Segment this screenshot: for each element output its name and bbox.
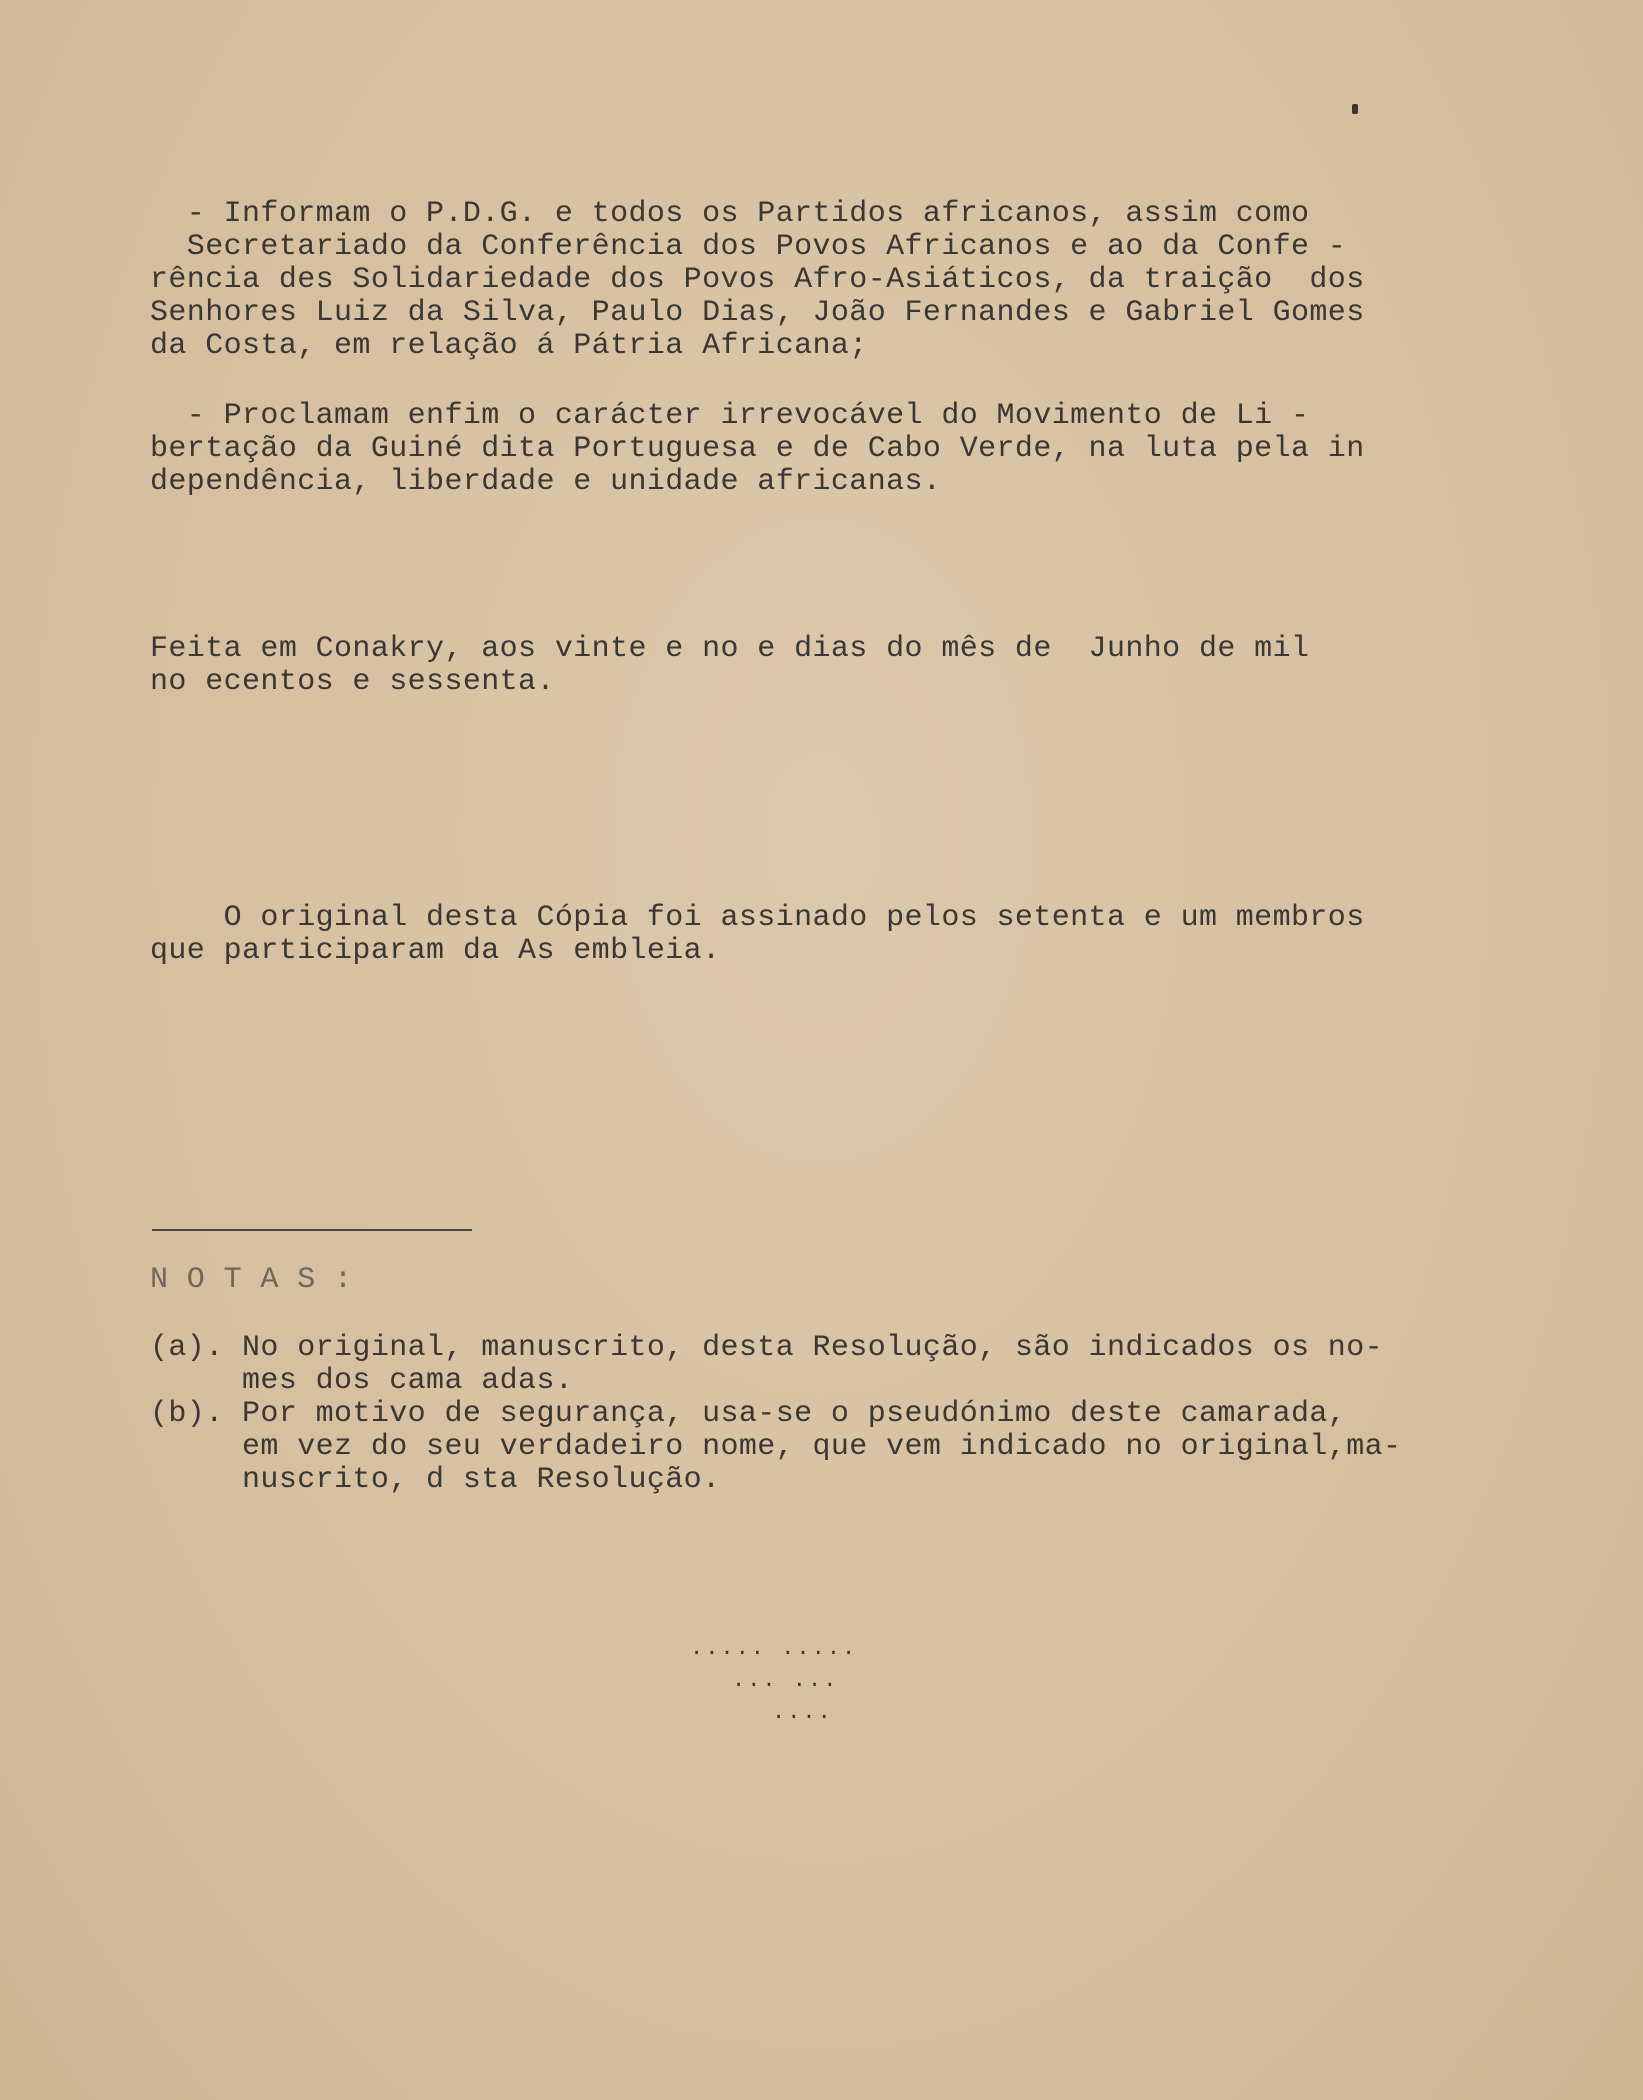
informam-line-5: da Costa, em relação á Pátria Africana; [150,329,868,363]
informam-line-1: - Informam o P.D.G. e todos os Partidos africanos, assim como [150,197,1310,231]
notes-heading: N O T A S : [150,1263,353,1297]
note-b-line-1: (b). Por motivo de segurança, usa-se o pseudónimo deste camarada, [150,1397,1347,1431]
note-a-line-2: mes dos cama adas. [150,1364,574,1398]
informam-line-4: Senhores Luiz da Silva, Paulo Dias, João Fernandes e Gabriel Gomes [150,296,1365,330]
note-a-line-1: (a). No original, manuscrito, desta Resolução, são indicados os no- [150,1331,1383,1365]
ink-mark [1352,104,1358,114]
informam-line-2: Secretariado da Conferência dos Povos Africanos e ao da Confe - [150,230,1347,264]
proclamam-line-3: dependência, liberdade e unidade africanas. [150,465,942,499]
proclamam-line-1: - Proclamam enfim o carácter irrevocável do Movimento de Li - [150,399,1310,433]
note-b-line-3: nuscrito, d sta Resolução. [150,1463,721,1497]
dateline-line-2: no ecentos e sessenta. [150,665,555,699]
original-note-line-1: O original desta Cópia foi assinado pelos setenta e um membros [150,901,1365,935]
footnote-separator [152,1229,472,1231]
original-note-line-2: que participaram da As embleia. [150,934,721,968]
proclamam-line-2: bertação da Guiné dita Portuguesa e de Cabo Verde, na luta pela in [150,432,1365,466]
closing-dots-row-3: .... [772,1700,833,1725]
closing-dots-row-1: ..... ..... [690,1636,858,1661]
note-b-line-2: em vez do seu verdadeiro nome, que vem indicado no original,ma- [150,1430,1402,1464]
closing-dots-row-2: ... ... [732,1668,839,1693]
dateline-line-1: Feita em Conakry, aos vinte e no e dias do mês de Junho de mil [150,632,1310,666]
informam-line-3: rência des Solidariedade dos Povos Afro-Asiáticos, da traição dos [150,263,1365,297]
